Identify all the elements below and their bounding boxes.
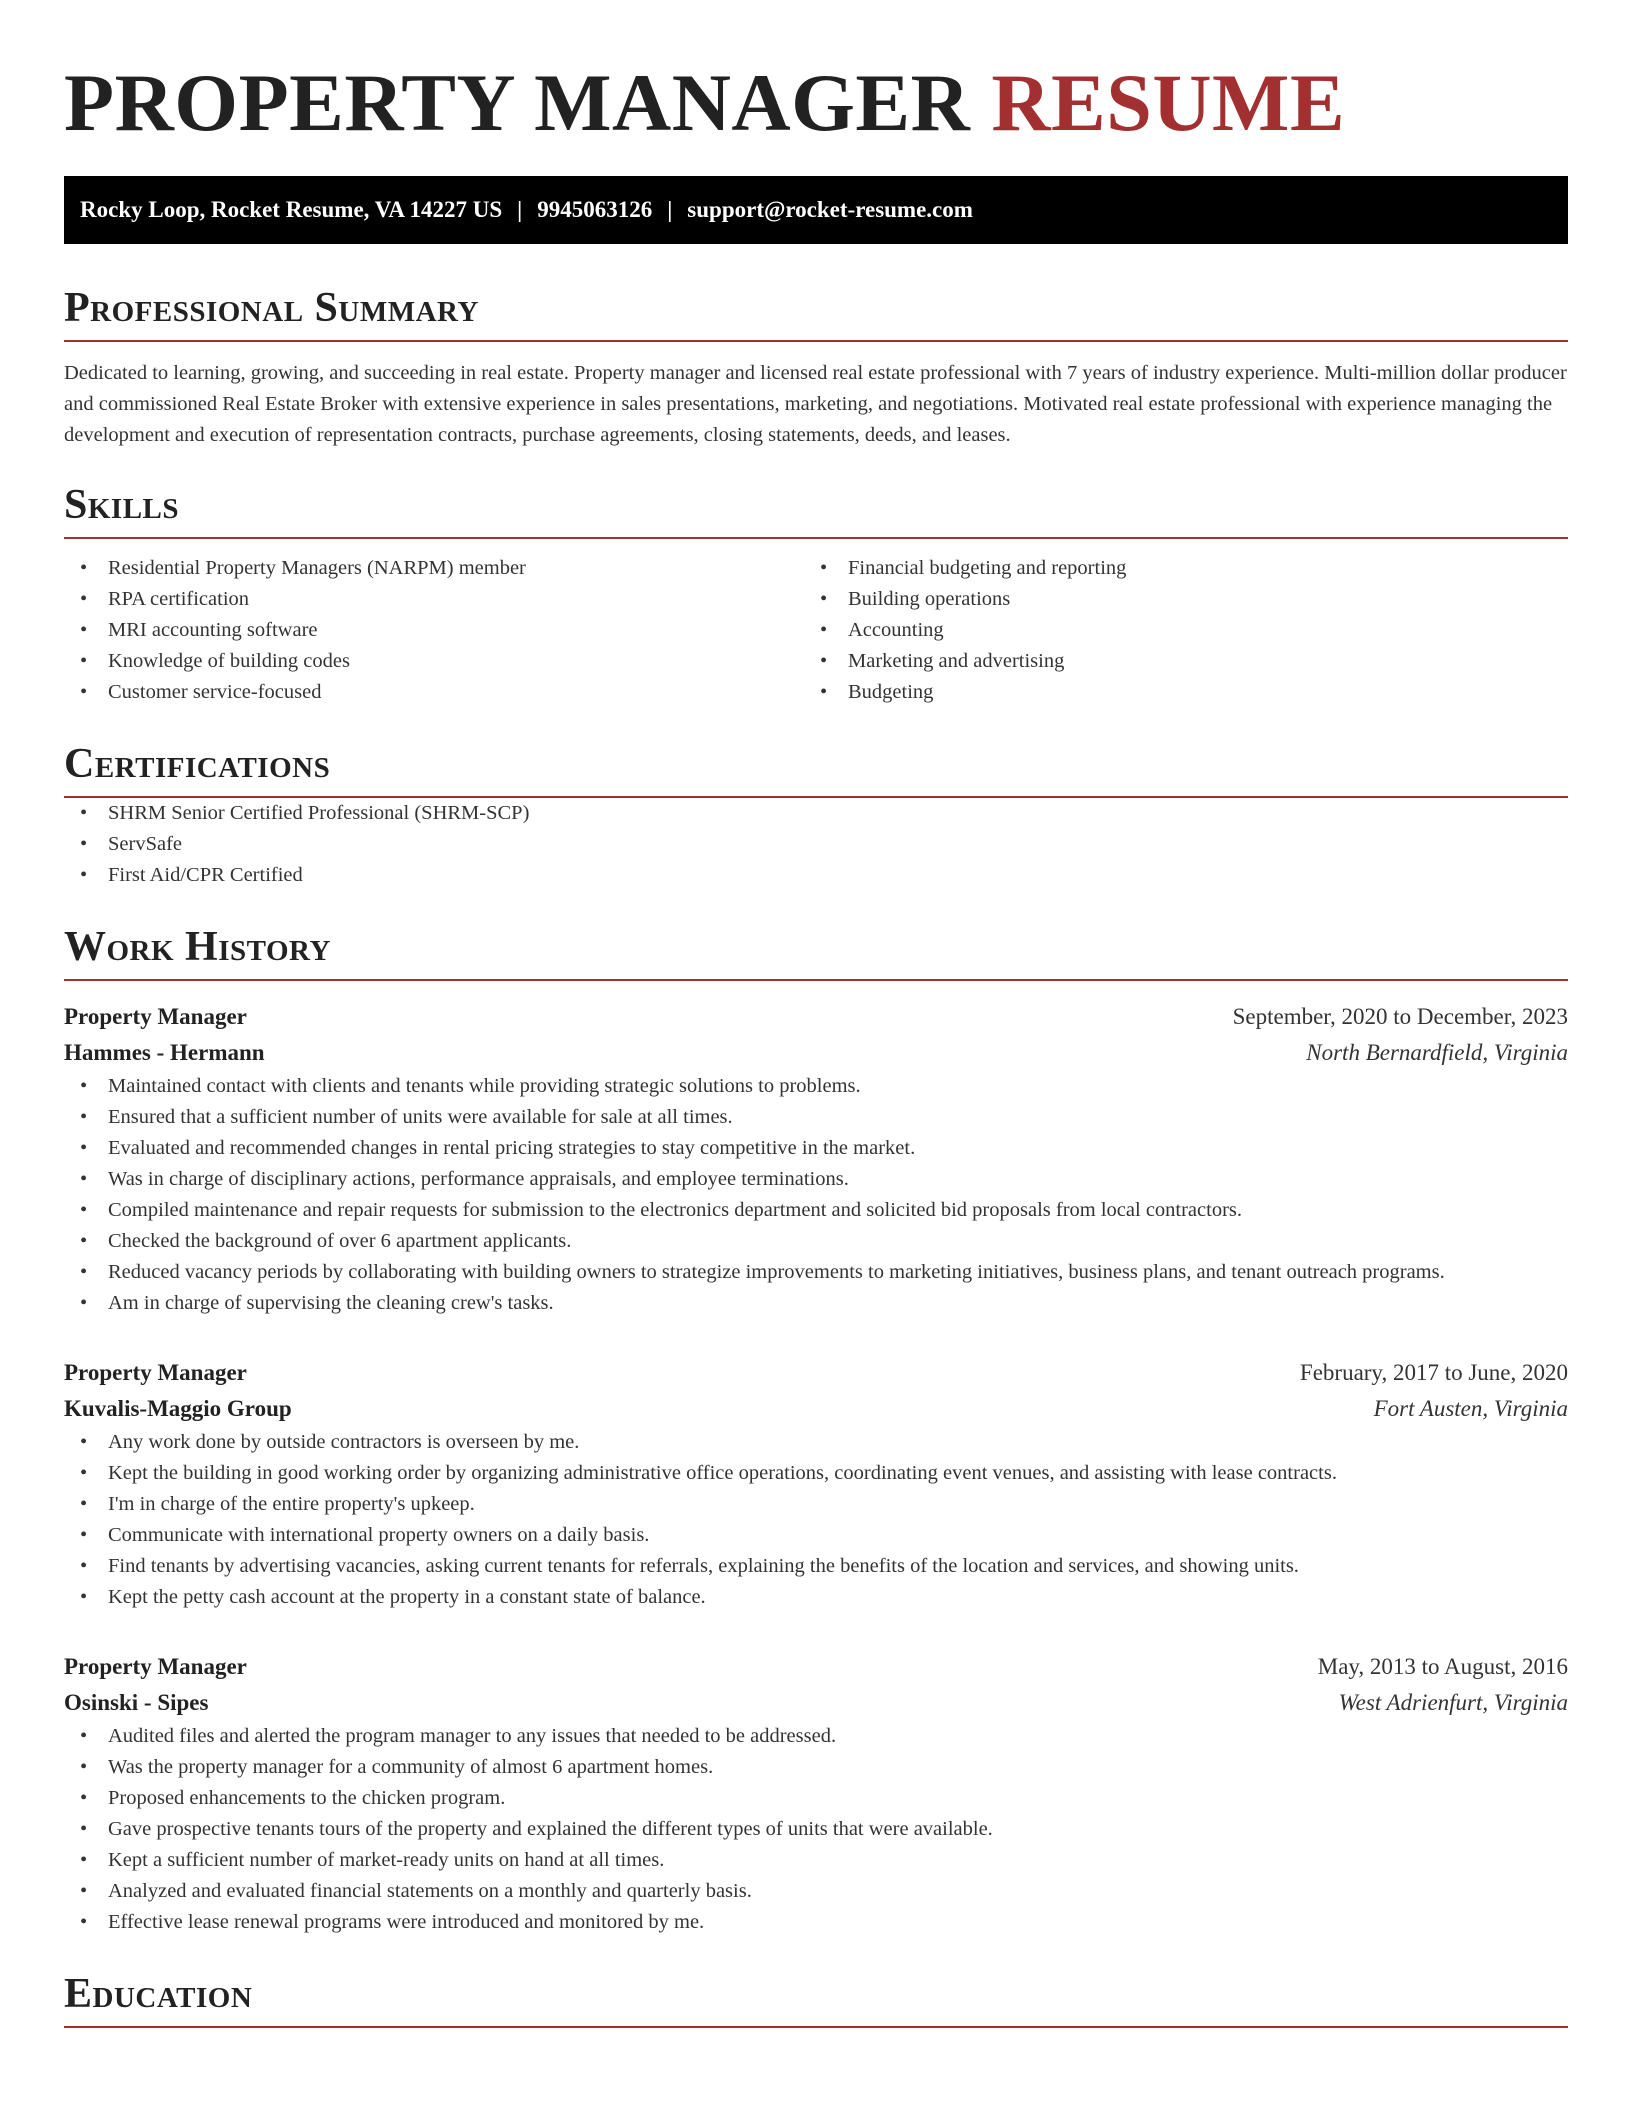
- job-company: Osinski - Sipes: [64, 1690, 209, 1715]
- job-bullet: • Kept the petty cash account at the property in a constant state of balance.: [64, 1582, 1568, 1613]
- job-bullet: • Proposed enhancements to the chicken program.: [64, 1783, 1568, 1814]
- work-history-section: [64, 921, 1568, 1938]
- education-section: [64, 1968, 1568, 2028]
- professional-summary-section: [64, 282, 1568, 451]
- job-bullet-list: [64, 1427, 1568, 1613]
- section-heading-certifications: Certifications: [64, 738, 1568, 798]
- skill-item: • Marketing and advertising: [804, 646, 1544, 677]
- job-bullet: • Kept the building in good working order by organizing administrative office operations, coordinating event venues, and assisting with lease contracts.: [64, 1458, 1568, 1489]
- job-entry: [64, 999, 1568, 1319]
- job-bullet: • Gave prospective tenants tours of the property and explained the different types of units that were available.: [64, 1814, 1568, 1845]
- job-dates: February, 2017 to June, 2020: [1299, 1360, 1568, 1385]
- job-title: Property Manager: [64, 1360, 247, 1385]
- resume-page: [64, 0, 1568, 2028]
- section-heading-work-history: Work History: [64, 921, 1568, 981]
- job-bullet: • Am in charge of supervising the cleaning crew's tasks.: [64, 1288, 1568, 1319]
- section-heading-skills: Skills: [64, 479, 1568, 539]
- contact-separator: |: [517, 197, 523, 222]
- title-accent: RESUME: [991, 57, 1346, 148]
- job-bullet: • Compiled maintenance and repair requests for submission to the electronics department and solicited bid proposals from local contractors.: [64, 1195, 1568, 1226]
- job-bullet: • Was the property manager for a community of almost 6 apartment homes.: [64, 1752, 1568, 1783]
- job-company-row: [64, 1035, 1568, 1071]
- job-company: Hammes - Hermann: [64, 1040, 265, 1065]
- job-bullet: • Analyzed and evaluated financial statements on a monthly and quarterly basis.: [64, 1876, 1568, 1907]
- job-bullet: • Reduced vacancy periods by collaborating with building owners to strategize improvements to marketing initiatives, business plans, and tenant outreach programs.: [64, 1257, 1568, 1288]
- job-title: Property Manager: [64, 1004, 247, 1029]
- job-bullet: • Checked the background of over 6 apartment applicants.: [64, 1226, 1568, 1257]
- certification-item: • First Aid/CPR Certified: [64, 860, 1568, 891]
- job-entry: [64, 1649, 1568, 1938]
- page-title: [64, 52, 1568, 154]
- job-dates: May, 2013 to August, 2016: [1317, 1654, 1568, 1679]
- contact-email: support@rocket-resume.com: [687, 197, 973, 222]
- skill-item: • RPA certification: [64, 584, 804, 615]
- job-company-row: [64, 1685, 1568, 1721]
- skill-item: • Knowledge of building codes: [64, 646, 804, 677]
- title-main: PROPERTY MANAGER: [64, 57, 971, 148]
- summary-text: Dedicated to learning, growing, and succeeding in real estate. Property manager and licensed real estate professional with 7 years of industry experience. Multi-million dollar producer and commissioned Real Estate Broker with extensive experience in sales presentations, marketing, and negotiations. Motivated real estate professional with experience managing the development and execution of representation contracts, purchase agreements, closing statements, deeds, and leases.: [64, 362, 1567, 446]
- job-entry: [64, 1355, 1568, 1613]
- job-location: West Adrienfurt, Virginia: [1338, 1690, 1568, 1715]
- job-location: Fort Austen, Virginia: [1373, 1396, 1568, 1421]
- job-bullet: • Kept a sufficient number of market-ready units on hand at all times.: [64, 1845, 1568, 1876]
- job-dates: September, 2020 to December, 2023: [1232, 1004, 1568, 1029]
- job-header-row: [64, 999, 1568, 1035]
- skills-column-right: [804, 553, 1544, 708]
- job-title: Property Manager: [64, 1654, 247, 1679]
- job-company: Kuvalis-Maggio Group: [64, 1396, 292, 1421]
- job-location: North Bernardfield, Virginia: [1306, 1040, 1568, 1065]
- job-bullet: • Evaluated and recommended changes in rental pricing strategies to stay competitive in the market.: [64, 1133, 1568, 1164]
- skills-section: [64, 479, 1568, 708]
- job-bullet: • Any work done by outside contractors is overseen by me.: [64, 1427, 1568, 1458]
- job-bullet: • Maintained contact with clients and tenants while providing strategic solutions to problems.: [64, 1071, 1568, 1102]
- skill-item: • Customer service-focused: [64, 677, 804, 708]
- job-bullet-list: [64, 1721, 1568, 1938]
- job-bullet: • Communicate with international property owners on a daily basis.: [64, 1520, 1568, 1551]
- contact-bar: [64, 176, 1568, 244]
- section-heading-education: Education: [64, 1968, 1568, 2028]
- section-heading-summary: Professional Summary: [64, 282, 1568, 342]
- skills-list-left: [64, 553, 804, 708]
- job-bullet: • Ensured that a sufficient number of units were available for sale at all times.: [64, 1102, 1568, 1133]
- certification-item: • SHRM Senior Certified Professional (SHRM-SCP): [64, 798, 1568, 829]
- contact-phone: 9945063126: [537, 197, 653, 222]
- skill-item: • Financial budgeting and reporting: [804, 553, 1544, 584]
- job-bullet: • I'm in charge of the entire property's upkeep.: [64, 1489, 1568, 1520]
- job-bullet: • Audited files and alerted the program manager to any issues that needed to be addressed.: [64, 1721, 1568, 1752]
- skill-item: • MRI accounting software: [64, 615, 804, 646]
- skills-list-right: [804, 553, 1544, 708]
- job-header-row: [64, 1355, 1568, 1391]
- skill-item: • Building operations: [804, 584, 1544, 615]
- job-header-row: [64, 1649, 1568, 1685]
- certifications-section: [64, 738, 1568, 891]
- job-bullet: • Was in charge of disciplinary actions, performance appraisals, and employee terminations.: [64, 1164, 1568, 1195]
- job-bullet-list: [64, 1071, 1568, 1319]
- contact-separator: |: [667, 197, 673, 222]
- contact-address: Rocky Loop, Rocket Resume, VA 14227 US: [80, 197, 503, 222]
- skill-item: • Residential Property Managers (NARPM) member: [64, 553, 804, 584]
- skill-item: • Accounting: [804, 615, 1544, 646]
- certifications-list: [64, 798, 1568, 891]
- job-bullet: • Effective lease renewal programs were introduced and monitored by me.: [64, 1907, 1568, 1938]
- job-bullet: • Find tenants by advertising vacancies, asking current tenants for referrals, explaining the benefits of the location and services, and showing units.: [64, 1551, 1568, 1582]
- job-company-row: [64, 1391, 1568, 1427]
- skills-grid: [64, 553, 1568, 708]
- skill-item: • Budgeting: [804, 677, 1544, 708]
- certification-item: • ServSafe: [64, 829, 1568, 860]
- skills-column-left: [64, 553, 804, 708]
